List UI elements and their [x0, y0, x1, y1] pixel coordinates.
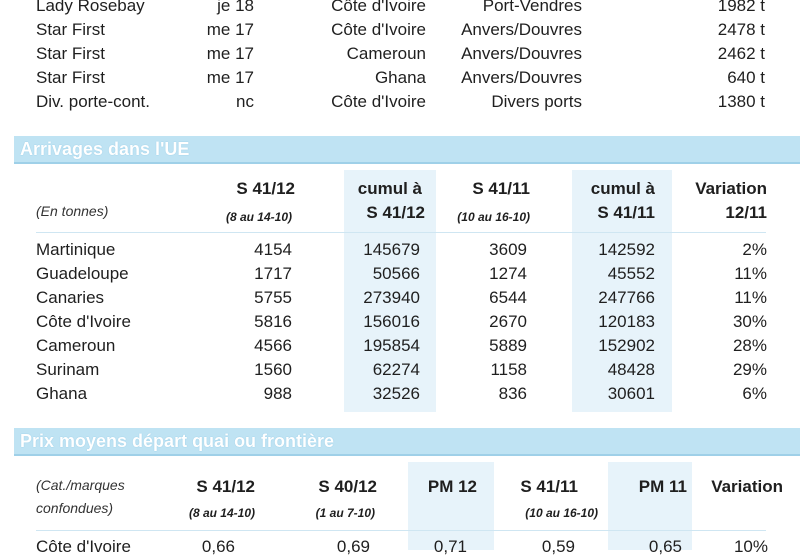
arrivals-row [0, 382, 800, 406]
price-cell: 0,69 [336, 537, 370, 556]
arrivals-cell: 32526 [372, 384, 420, 403]
arrivals-cell: 45552 [607, 264, 655, 283]
shipment-row [0, 18, 800, 42]
arrivals-cell: 11% [734, 264, 767, 283]
prices-header-divider [36, 530, 766, 531]
arrivals-title: Arrivages dans l'UE [20, 139, 190, 159]
shipment-day: me 17 [206, 20, 254, 39]
price-header-s41-12-sub: (8 au 14-10) [188, 506, 255, 520]
arrivals-cell: 1158 [490, 360, 527, 379]
arrivals-cell: 4566 [254, 336, 292, 355]
shipment-row [0, 42, 800, 66]
shipment-dest: Port-Vendres [482, 0, 582, 15]
arrivals-cell: 29% [732, 360, 767, 379]
shipment-dest: Anvers/Douvres [461, 68, 582, 87]
shipment-day: me 17 [206, 44, 254, 63]
price-header-s40-12: S 40/12 [318, 477, 377, 496]
prices-note-a: (Cat./marques [36, 477, 125, 493]
shipment-tonnage: 2478 t [717, 20, 765, 39]
price-row-label: Côte d'Ivoire [36, 537, 131, 556]
price-cell: 0,65 [648, 537, 682, 556]
price-header-pm11: PM 11 [638, 477, 687, 496]
shipment-name: Star First [36, 20, 105, 39]
shipment-dest: Divers ports [491, 92, 582, 111]
arrivals-cell: 2670 [489, 312, 527, 331]
arrivals-row [0, 238, 800, 262]
shipment-row [0, 90, 800, 114]
shipment-tonnage: 640 t [727, 68, 765, 87]
arrivals-cell: 11% [734, 288, 767, 307]
price-cell: 10% [733, 537, 768, 556]
shipment-name: Div. porte-cont. [36, 92, 151, 111]
arrivals-row [0, 358, 800, 382]
shipment-origin: Côte d'Ivoire [331, 20, 426, 39]
shipment-origin: Ghana [374, 68, 426, 87]
price-header-pm12: PM 12 [427, 477, 477, 496]
shipment-origin: Côte d'Ivoire [331, 0, 426, 15]
arrivals-header-divider [36, 232, 766, 233]
shipment-tonnage: 2462 t [717, 44, 765, 63]
shipment-row [0, 66, 800, 90]
unit-note: (En tonnes) [36, 203, 109, 219]
prices-title: Prix moyens départ quai ou frontière [20, 431, 335, 451]
arrivals-cell: 120183 [598, 312, 655, 331]
price-cell: 0,71 [433, 537, 467, 556]
arrivals-cell: 2% [742, 240, 767, 259]
arrivals-origin: Cameroun [36, 336, 116, 355]
arrivals-cell: 142592 [598, 240, 655, 259]
shipment-dest: Anvers/Douvres [461, 44, 582, 63]
header-cumul-12-a: cumul à [357, 179, 422, 198]
header-s41-11-sub: (10 au 16-10) [457, 210, 530, 224]
arrivals-row [0, 286, 800, 310]
arrivals-cell: 988 [263, 384, 292, 403]
price-header-variation: Variation [711, 477, 783, 496]
header-variation: Variation [695, 179, 767, 198]
arrivals-cell: 156016 [363, 312, 420, 331]
arrivals-cell: 28% [732, 336, 767, 355]
arrivals-cell: 1717 [254, 264, 292, 283]
arrivals-cell: 5889 [489, 336, 527, 355]
shipment-origin: Cameroun [346, 44, 426, 63]
header-variation-years: 12/11 [725, 203, 767, 222]
header-s41-11: S 41/11 [472, 179, 530, 198]
arrivals-cell: 152902 [598, 336, 655, 355]
price-header-s40-12-sub: (1 au 7-10) [315, 506, 375, 520]
arrivals-origin: Côte d'Ivoire [36, 312, 131, 331]
shipment-day: nc [236, 92, 254, 111]
price-cell: 0,59 [541, 537, 575, 556]
price-header-s41-12: S 41/12 [196, 477, 255, 496]
arrivals-row [0, 334, 800, 358]
shipment-name: Star First [36, 44, 105, 63]
price-cell: 0,66 [201, 537, 235, 556]
arrivals-cell: 1274 [489, 264, 527, 283]
shipment-day: me 17 [206, 68, 254, 87]
arrivals-origin: Ghana [36, 384, 88, 403]
arrivals-cell: 1560 [254, 360, 292, 379]
arrivals-cell: 6% [742, 384, 767, 403]
arrivals-cell: 62274 [372, 360, 420, 379]
arrivals-cell: 3609 [489, 240, 527, 259]
shipment-name: Star First [36, 68, 105, 87]
price-row [0, 535, 800, 559]
arrivals-cell: 5755 [254, 288, 292, 307]
arrivals-cell: 145679 [363, 240, 420, 259]
header-cumul-11-b: S 41/11 [597, 203, 655, 222]
shipment-tonnage: 1982 t [717, 0, 765, 15]
arrivals-cell: 30601 [607, 384, 655, 403]
shipment-row [0, 0, 800, 18]
shipment-name: Lady Rosebay [36, 0, 145, 15]
arrivals-cell: 836 [498, 384, 527, 403]
header-cumul-11-a: cumul à [590, 179, 655, 198]
arrivals-cell: 5816 [254, 312, 292, 331]
arrivals-section-header [14, 136, 800, 164]
arrivals-origin: Surinam [36, 360, 100, 379]
arrivals-cell: 50566 [372, 264, 420, 283]
price-header-s41-11: S 41/11 [520, 477, 578, 496]
arrivals-cell: 273940 [363, 288, 420, 307]
arrivals-cell: 48428 [607, 360, 655, 379]
prices-note-b: confondues) [36, 500, 114, 516]
shipment-day: je 18 [217, 0, 254, 15]
arrivals-cell: 195854 [363, 336, 420, 355]
arrivals-row [0, 310, 800, 334]
shipment-origin: Côte d'Ivoire [331, 92, 426, 111]
arrivals-origin: Canaries [36, 288, 105, 307]
arrivals-cell: 4154 [254, 240, 292, 259]
arrivals-row [0, 262, 800, 286]
arrivals-origin: Guadeloupe [36, 264, 129, 283]
header-cumul-12-b: S 41/12 [366, 203, 425, 222]
price-header-s41-11-sub: (10 au 16-10) [525, 506, 598, 520]
shipment-dest: Anvers/Douvres [461, 20, 582, 39]
arrivals-cell: 247766 [598, 288, 655, 307]
arrivals-origin: Martinique [36, 240, 116, 259]
shipment-tonnage: 1380 t [717, 92, 765, 111]
header-s41-12: S 41/12 [236, 179, 295, 198]
prices-section-header [14, 428, 800, 456]
header-s41-12-sub: (8 au 14-10) [225, 210, 292, 224]
arrivals-cell: 6544 [489, 288, 527, 307]
arrivals-cell: 30% [732, 312, 767, 331]
